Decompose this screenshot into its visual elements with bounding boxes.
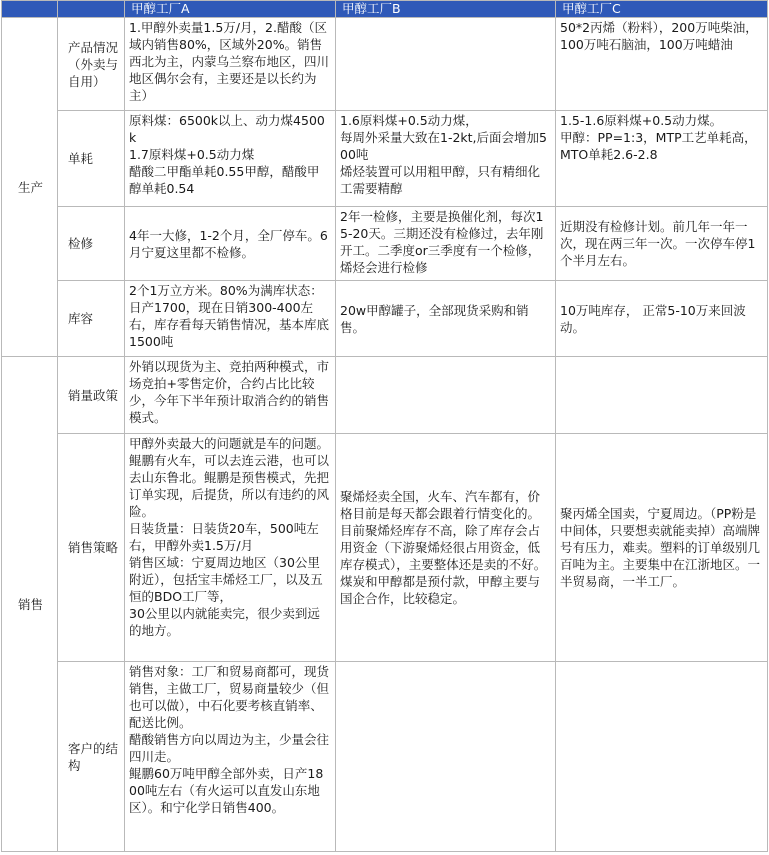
row-label-storage: 库容 bbox=[58, 281, 125, 357]
cell-policy-b bbox=[336, 357, 556, 434]
header-blank bbox=[2, 1, 58, 18]
header-plant-b: 甲醇工厂B bbox=[336, 1, 556, 18]
cell-strategy-b: 聚烯烃卖全国，火车、汽车都有，价格目前是每天都会跟着行情变化的。目前聚烯烃库存不高，除了库存会占用资金（下游聚烯烃很占用资金，低库存模式），主要整体还是卖的不好。煤炭和甲醇都是预付款，甲醇主要与国企合作，比较稳定。 bbox=[336, 434, 556, 662]
row-label-customers: 客户的结构 bbox=[58, 662, 125, 852]
row-label-maintenance: 检修 bbox=[58, 207, 125, 281]
cell-storage-a: 2个1万立方米。80%为满库状态：日产1700，现在日销300-400左右，库存看每天销售情况，基本库底1500吨 bbox=[125, 281, 336, 357]
table-row bbox=[2, 207, 768, 281]
cell-policy-a: 外销以现货为主、竞拍两种模式，市场竞拍+零售定价，合约占比比较少，今年下半年预计取消合约的销售模式。 bbox=[125, 357, 336, 434]
cell-customers-c bbox=[556, 662, 768, 852]
cell-customers-b bbox=[336, 662, 556, 852]
section-sales: 销售 bbox=[2, 357, 58, 852]
table-row bbox=[2, 111, 768, 207]
table-row bbox=[2, 357, 768, 434]
cell-maintenance-a: 4年一大修，1-2个月，全厂停车。6月宁夏这里都不检修。 bbox=[125, 207, 336, 281]
header-plant-a: 甲醇工厂A bbox=[125, 1, 336, 18]
row-label-policy: 销量政策 bbox=[58, 357, 125, 434]
row-label-consumption: 单耗 bbox=[58, 111, 125, 207]
cell-policy-c bbox=[556, 357, 768, 434]
cell-product-a: 1.甲醇外卖量1.5万/月，2.醋酸（区域内销售80%，区域外20%。销售西北为主，内蒙乌兰察布地区，四川地区偶尔会有，主要还是以长约为主） bbox=[125, 18, 336, 111]
cell-storage-c: 10万吨库存， 正常5-10万来回波动。 bbox=[556, 281, 768, 357]
cell-product-b bbox=[336, 18, 556, 111]
plant-comparison-table bbox=[1, 0, 768, 852]
cell-maintenance-c: 近期没有检修计划。前几年一年一次，现在两三年一次。一次停车停1个半月左右。 bbox=[556, 207, 768, 281]
table-header-row bbox=[2, 1, 768, 18]
cell-storage-b: 20w甲醇罐子，全部现货采购和销售。 bbox=[336, 281, 556, 357]
cell-strategy-c: 聚丙烯全国卖，宁夏周边。（PP粉是中间体，只要想卖就能卖掉）高端牌号有压力，难卖。塑料的订单级别几百吨为主。主要集中在江浙地区。一半贸易商，一半工厂。 bbox=[556, 434, 768, 662]
cell-strategy-a: 甲醇外卖最大的问题就是车的问题。鲲鹏有火车，可以去连云港，也可以去山东鲁北。鲲鹏是预售模式，先把订单实现，后提货，所以有违约的风险。 日装货量：日装货20车，500吨左右，甲醇外卖1.5万/月 销售区域：宁夏周边地区（30公里附近），包括宝丰烯烃工厂，以及五恒的BDO工厂等， 30公里以内就能卖完，很少卖到远的地方。 bbox=[125, 434, 336, 662]
section-production: 生产 bbox=[2, 18, 58, 357]
table-row bbox=[2, 662, 768, 852]
cell-consumption-b: 1.6原料煤+0.5动力煤， 每周外采量大致在1-2kt,后面会增加500吨 烯烃装置可以用粗甲醇，只有精细化工需要精醇 bbox=[336, 111, 556, 207]
cell-maintenance-b: 2年一检修，主要是换催化剂，每次15-20天。三期还没有检修过，去年刚开工。二季度or三季度有一个检修，烯烃会进行检修 bbox=[336, 207, 556, 281]
row-label-product: 产品情况（外卖与自用） bbox=[58, 18, 125, 111]
header-plant-c: 甲醇工厂C bbox=[556, 1, 768, 18]
table-row bbox=[2, 18, 768, 111]
table-row bbox=[2, 434, 768, 662]
cell-customers-a: 销售对象：工厂和贸易商都可，现货销售，主做工厂，贸易商量较少（但也可以做），中石化要考核直销率、配送比例。 醋酸销售方向以周边为主，少量会往四川走。 鲲鹏60万吨甲醇全部外卖，日产1800吨左右（有火运可以直发山东地区）。和宁化学日销售400。 bbox=[125, 662, 336, 852]
cell-consumption-a: 原料煤：6500k以上、动力煤4500k 1.7原料煤+0.5动力煤 醋酸二甲酯单耗0.55甲醇，醋酸甲醇单耗0.54 bbox=[125, 111, 336, 207]
row-label-strategy: 销售策略 bbox=[58, 434, 125, 662]
cell-product-c: 50*2丙烯（粉料），200万吨柴油，100万吨石脑油，100万吨蜡油 bbox=[556, 18, 768, 111]
table-row bbox=[2, 281, 768, 357]
header-blank-2 bbox=[58, 1, 125, 18]
cell-consumption-c: 1.5-1.6原料煤+0.5动力煤。 甲醇：PP=1:3，MTP工艺单耗高，MTO单耗2.6-2.8 bbox=[556, 111, 768, 207]
